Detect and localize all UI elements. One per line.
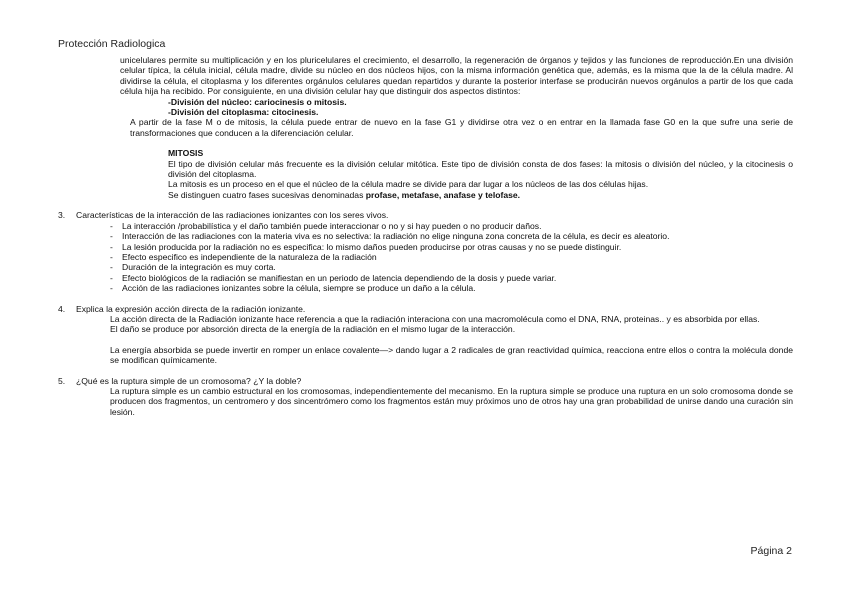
question-4-number: 4. xyxy=(58,303,66,314)
question-4-answer-2: El daño se produce por absorción directa de la energía de la radiación en el mismo lugar de la interacción. xyxy=(110,324,516,335)
question-4-text: Explica la expresión acción directa de la radiación ionizante. xyxy=(76,303,306,314)
question-5-answer: La ruptura simple es un cambio estructural en los cromosomas, independientemente del mecanismo. En la ruptura simple se produce una ruptura en un solo cromosoma donde se producen dos fragmentos, un centromero y dos sincentrómero como los fragmentos están muy próximos uno de otros hay una gran probabilidad de unirse dando una curación sin lesión. xyxy=(110,385,793,417)
page-number: Página 2 xyxy=(750,545,792,557)
list-item: - La lesión producida por la radiación no es especifica: lo mismo daños pueden producirse por otras causas y no se puede distinguir. xyxy=(110,242,793,252)
page-body xyxy=(58,55,793,417)
question-5-text: ¿Qué es la ruptura simple de un cromosoma? ¿Y la doble? xyxy=(76,375,302,386)
phase-paragraph: A partir de la fase M o de mitosis, la célula puede entrar de nuevo en la fase G1 y dividirse otra vez o en entrar en la llamada fase G0 en la que sufre una serie de transformaciones que conducen a la diferenciación celular. xyxy=(130,117,793,138)
mitosis-paragraph-1: El tipo de división celular más frecuente es la división celular mitótica. Este tipo de división consta de dos fases: la mitosis o división del núcleo, y la citocinesis o división del citoplasma. xyxy=(168,158,793,180)
question-5 xyxy=(58,376,793,418)
question-4-answer-3: La energía absorbida se puede invertir en romper un enlace covalente—> dando lugar a 2 radicales de gran reactividad química, reacciona entre ellos o contra la molécula donde se modifican químicamente. xyxy=(110,344,793,366)
question-3-list xyxy=(76,221,793,294)
intro-paragraph: unicelulares permite su multiplicación y en los pluricelulares el crecimiento, el desarrollo, la regeneración de órganos y tejidos y las funciones de reproducción.En una división celular típica, la célula inicial, célula madre, divide su núcleo en dos núcleos hijos, con la misma información genética que, además, es la misma que la de la célula madre. Al dividirse la célula, el citoplasma y los diferentes orgánulos celulares quedan repartidos y durante la posterior interfase se producirán nuevos orgánulos a partir de los que cada célula hija ha recibido. Por consiguiente, en una división celular hay que distinguir dos aspectos distintos: xyxy=(120,55,793,97)
mitosis-phases-prefix: Se distinguen cuatro fases sucesivas denominadas xyxy=(168,189,366,200)
mitosis-paragraph-2: La mitosis es un proceso en el que el núcleo de la célula madre se divide para dar lugar a los núcleos de las dos células hijas. xyxy=(168,179,649,190)
question-5-number: 5. xyxy=(58,375,66,386)
list-item: - Duración de la integración es muy corta. xyxy=(110,262,793,272)
mitosis-paragraph-3 xyxy=(168,190,793,200)
page-header: Protección Radiologica xyxy=(58,38,166,50)
list-item: - Acción de las radiaciones ionizantes sobre la célula, siempre se produce un daño a la célula. xyxy=(110,283,793,293)
mitosis-section xyxy=(168,148,793,200)
question-4 xyxy=(58,304,793,366)
intro-subpoint-cytoplasm: -División del citoplasma: citocinesis. xyxy=(168,107,319,118)
question-4-answer-1: La acción directa de la Radiación ionizante hace referencia a que la radiación interaciona con una macromolécula como el DNA, RNA, proteinas.. y es absorbida por ellas. xyxy=(110,313,760,324)
question-3-text: Características de la interacción de las radiaciones ionizantes con los seres vivos. xyxy=(76,210,389,221)
mitosis-phases-list: profase, metafase, anafase y telofase. xyxy=(365,189,521,200)
mitosis-heading: MITOSIS xyxy=(168,148,204,159)
intro-subpoint-nucleus: -División del núcleo: cariocinesis o mitosis. xyxy=(168,96,347,107)
list-item: - Efecto biológicos de la radiación se manifiestan en un periodo de latencia dependiendo de la dosis y puede variar. xyxy=(110,273,793,283)
list-item: - Interacción de las radiaciones con la materia viva es no selectiva: la radiación no elige ninguna zona concreta de la célula, es decir es aleatorio. xyxy=(110,231,793,241)
question-3 xyxy=(58,210,793,293)
question-3-number: 3. xyxy=(58,210,66,221)
list-item: - La interacción /probabilística y el daño también puede interaccionar o no y si hay pueden o no producir daños. xyxy=(110,221,793,231)
list-item: - Efecto especifico es independiente de la naturaleza de la radiación xyxy=(110,252,793,262)
